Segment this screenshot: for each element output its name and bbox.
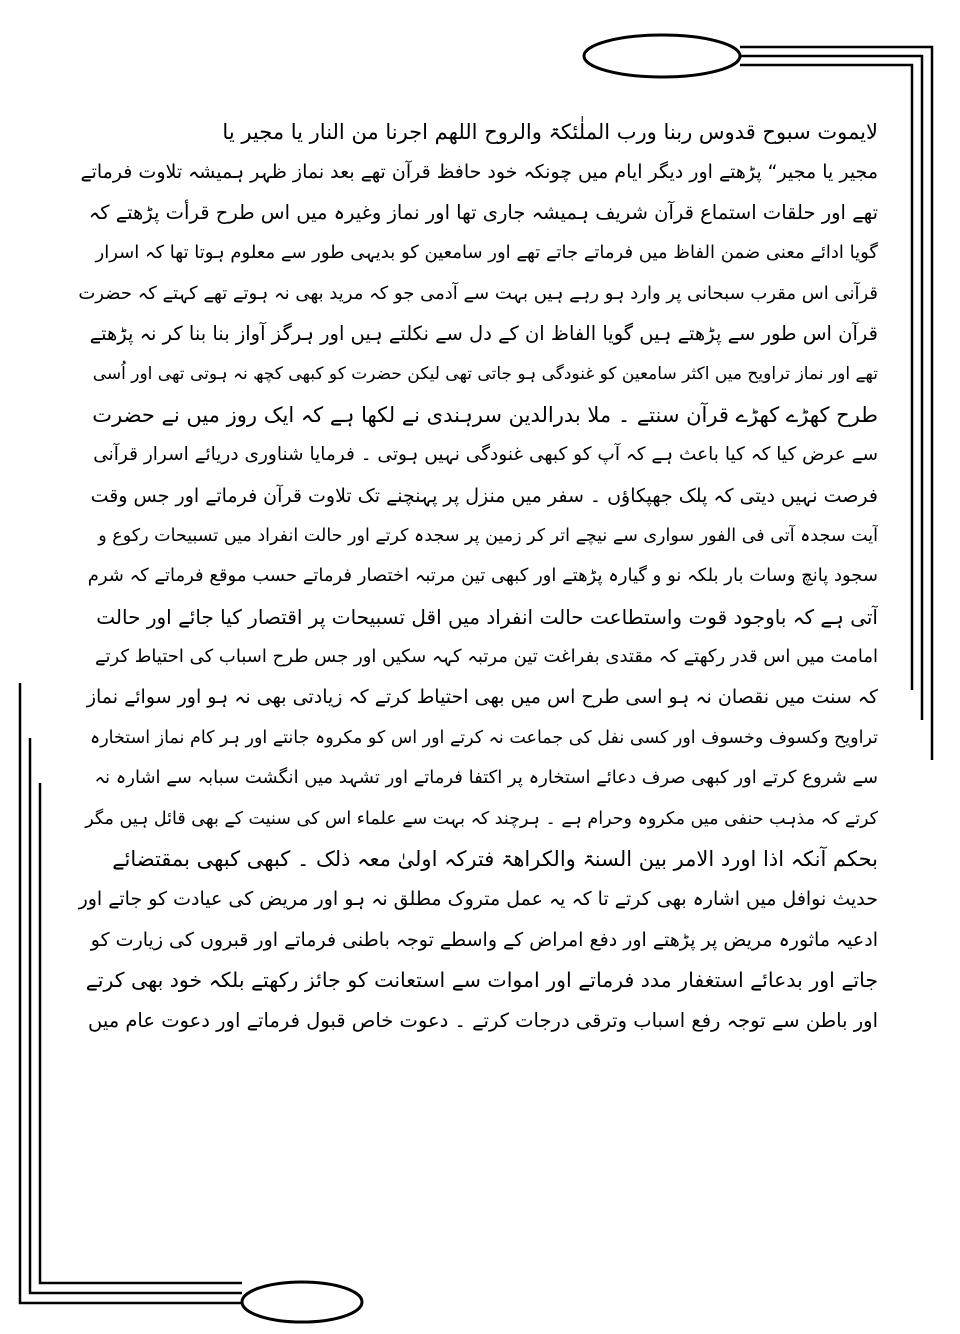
text-line: سے عرض کیا کہ کیا باعث ہے کہ آپ کو کبھی غنودگی نہیں ہوتی ۔ فرمایا شناوری دریائے اسرار قرآنی xyxy=(93,444,878,466)
text-line: ادعیہ ماثورہ مریض پر پڑھتے اور دفع امراض کے واسطے توجہ باطنی فرماتے اور قبروں کی زیارت کو xyxy=(90,928,878,951)
text-line: لایموت سبوح قدوس ربنا ورب الملٰئکۃ والروح اللھم اجرنا من النار یا مجیر یا xyxy=(222,120,878,144)
text-line: تراویح وکسوف وخسوف اور کسی نفل کی جماعت نہ کرتے اور اس کو مکروہ جانتے اور ہر کام نماز استخارہ xyxy=(89,727,878,748)
text-line: جاتے اور بدعائے استغفار مدد فرماتے اور اموات سے استعانت کو جائز رکھتے بلکہ خود بھی کرتے xyxy=(85,968,878,993)
text-line: کرتے کہ مذہب حنفی میں مکروہ وحرام ہے ۔ ہرچند کہ بہت سے علماء اس کی سنیت کے بھی قائل ہیں مگر xyxy=(85,808,878,829)
text-line: کہ سنت میں نقصان نہ ہو اسی طرح اس میں بھی احتیاط کرتے کہ زیادتی بھی نہ ہو اور سوائے نماز xyxy=(86,686,878,709)
bottom-oval-ornament xyxy=(242,1282,362,1322)
text-line: اور باطن سے توجہ رفع اسباب وترقی درجات کرتے ۔ دعوت خاص قبول فرماتے اور دعوت عام میں xyxy=(87,1008,878,1032)
urdu-text-body xyxy=(78,112,878,1041)
text-line: امامت میں اس قدر رکھتے کہ مقتدی بفراغت تین مرتبہ کہہ سکیں اور جس طرح اسباب کی احتیاط کرتے xyxy=(95,646,878,668)
text-line: آیت سجدہ آتی فی الفور سواری سے نیچے اتر کر زمین پر سجدہ کرتے اور حالت انفراد میں تسبیحات رکوع و xyxy=(98,525,878,546)
text-line: تھے اور حلقات استماع قرآن شریف ہمیشہ جاری تھا اور نماز وغیرہ میں اس طرح قرأت پڑھتے کہ xyxy=(88,200,878,224)
text-line: قرآن اس طور سے پڑھتے ہیں گویا الفاظ ان کے دل سے نکلتے ہیں اور ہرگز آواز بنا بنا کر نہ پڑھتے xyxy=(89,321,878,345)
text-line: سجود پانچ وسات بار بلکہ نو و گیارہ پڑھتے اور کبھی تین مرتبہ اختصار فرماتے حسب موقع فرماتے کہ شرم xyxy=(87,565,878,587)
text-line: طرح کھڑے کھڑے قرآن سنتے ۔ ملا بدرالدین سرہندی نے لکھا ہے کہ ایک روز میں نے حضرت xyxy=(92,402,878,427)
text-line: سے شروع کرتے اور کبھی صرف دعائے استخارہ پر اکتفا فرماتے اور تشہد میں انگشت سبابہ سے اشارہ نہ xyxy=(94,767,878,789)
text-line: بحکم آنکہ اذا اورد الامر بین السنۃ والکراھۃ فترکہ اولیٰ معہ ذلک ۔ کبھی کبھی بمقتضائے xyxy=(112,847,878,872)
text-line: فرصت نہیں دیتی کہ پلک جھپکاؤں ۔ سفر میں منزل پر پہنچنے تک تلاوت قرآن فرماتے اور جس وقت xyxy=(90,484,878,507)
top-oval-ornament xyxy=(584,35,740,77)
text-line: تھے اور نماز تراویح میں اکثر سامعین کو غنودگی ہو جاتی تھی لیکن حضرت کو کبھی کچھ نہ ہوتی تھی اور اُسی xyxy=(92,364,878,385)
text-line: گویا ادائے معنی ضمن الفاظ میں فرماتے جاتے تھے اور سامعین کو بدیہی طور سے معلوم ہوتا تھا کہ اسرار xyxy=(95,242,878,264)
text-line: آتی ہے کہ باوجود قوت واستطاعت حالت انفراد میں اقل تسبیحات پر اقتصار کیا جائے اور حالت xyxy=(96,604,878,629)
text-line: مجیر یا مجیر“ پڑھتے اور دیگر ایام میں چونکہ خود حافظ قرآن تھے بعد نماز ظہر ہمیشہ تلاوت فرماتے xyxy=(80,161,878,184)
text-line: حدیث نوافل میں اشارہ بھی کرتے تا کہ یہ عمل متروک مطلق نہ ہو اور مریض کی عیادت کو جاتے اور xyxy=(78,888,878,911)
text-line: قرآنی اس مقرب سبحانی پر وارد ہو رہے ہیں بہت سے آدمی جو کہ مرید بھی نہ ہوتے تھے کہتے کہ حضرت xyxy=(78,282,878,304)
